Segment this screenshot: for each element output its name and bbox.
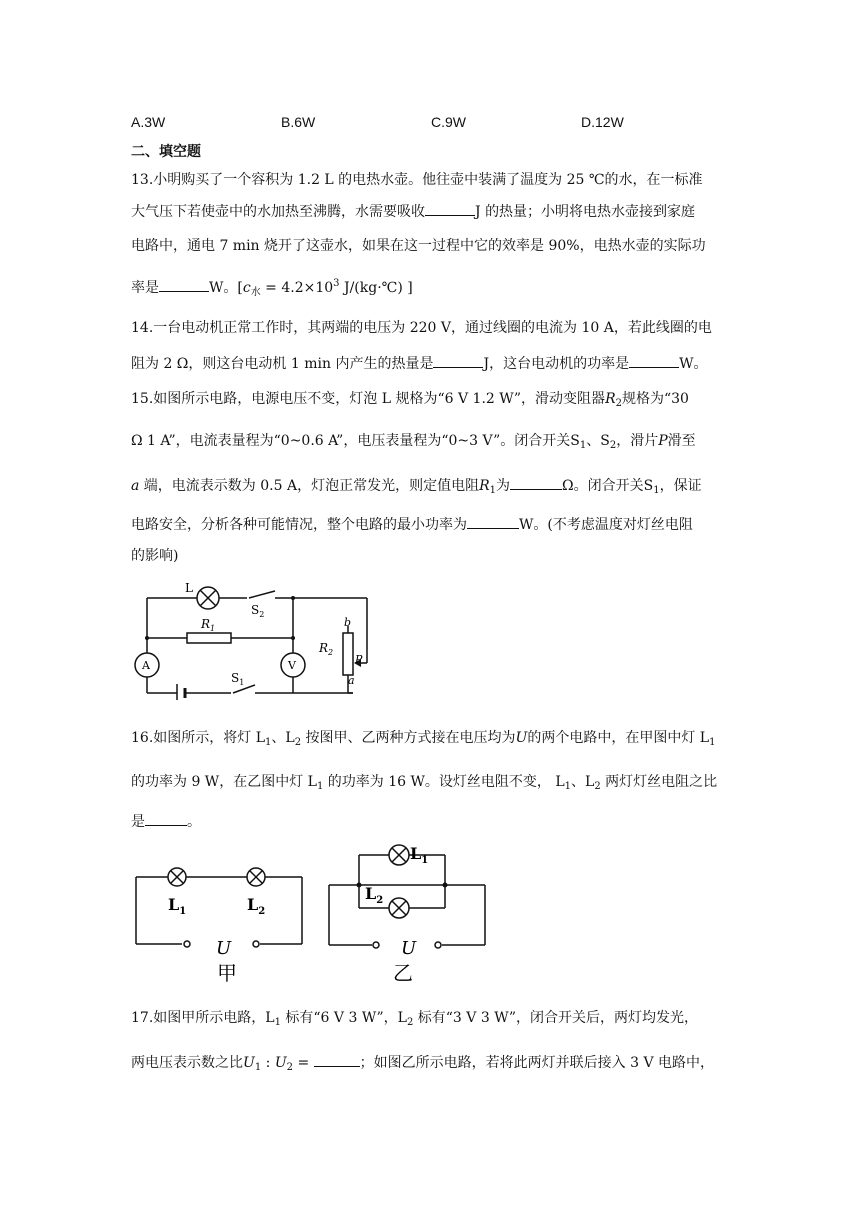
q17-text: ；如图乙所示电路，若将此两灯并联后接入 3 V 电路中， bbox=[359, 1055, 715, 1071]
symbol-sub: 1 bbox=[489, 485, 497, 496]
terminal bbox=[373, 942, 379, 948]
q15-text: W。(不考虑温度对灯丝电阻 bbox=[519, 517, 693, 533]
q13-text: 率是 bbox=[131, 280, 159, 296]
resistor-r1 bbox=[187, 633, 231, 643]
symbol-p: P bbox=[658, 433, 668, 449]
symbol-r: R bbox=[605, 391, 616, 407]
formula-unit: J/(kg·℃) ] bbox=[339, 280, 413, 296]
label-l1: $L_1$ bbox=[410, 844, 429, 866]
q15-text: 滑至 bbox=[667, 433, 696, 449]
label-l: L bbox=[185, 581, 193, 595]
q15-line-5: 的影响) bbox=[131, 548, 179, 564]
q17-text: 标有“3 V 3 W”，闭合开关后，两灯均发光， bbox=[413, 1010, 699, 1026]
symbol-eq: = bbox=[293, 1055, 314, 1071]
symbol-sub: 1 bbox=[579, 440, 587, 451]
label-l1: $L_1$ bbox=[168, 895, 187, 917]
q14-text: 阻为 2 Ω，则这台电动机 1 min 内产生的热量是 bbox=[131, 356, 434, 372]
q15-text: Ω 1 A”，电流表量程为“0~0.6 A”，电压表量程为“0~3 V”。闭合开关 bbox=[131, 433, 571, 449]
q16-line-1 bbox=[131, 728, 715, 753]
q13-line-1: 13.小明购买了一个容积为 1.2 L 的电热水壶。他往壶中装满了温度为 25 ℃的水，在一标准 bbox=[131, 172, 703, 188]
symbol-u: U bbox=[243, 1055, 255, 1071]
q14-line-1: 14.一台电动机正常工作时，其两端的电压为 220 V，通过线圈的电流为 10 A，若此线圈的电 bbox=[131, 320, 712, 336]
symbol-sub: 1 bbox=[265, 737, 272, 748]
q16-text: 、L bbox=[271, 730, 295, 746]
symbol-u: U bbox=[274, 1055, 287, 1071]
q17-text: 两电压表示数之比 bbox=[131, 1055, 243, 1071]
section-heading: 二、填空题 bbox=[131, 144, 201, 160]
junction-dot bbox=[291, 596, 295, 600]
label-u: U bbox=[216, 938, 232, 959]
junction-dot bbox=[145, 636, 149, 640]
answer-blank[interactable] bbox=[467, 514, 519, 529]
symbol-sub: 2 bbox=[294, 737, 302, 748]
terminal bbox=[253, 941, 259, 947]
q14-line-2 bbox=[131, 353, 707, 374]
option-d: D.12W bbox=[581, 114, 624, 130]
q13-line-4 bbox=[131, 274, 413, 303]
q15-text: 、 bbox=[586, 433, 601, 449]
q15-text: 15.如图所示电路，电源电压不变，灯泡 L 规格为“6 V 1.2 W”，滑动变阻器 bbox=[131, 391, 606, 407]
q16-text: 16.如图所示，将灯 L bbox=[131, 730, 266, 746]
q15-text: 规格为“30 bbox=[621, 391, 689, 407]
symbol-sub: 2 bbox=[609, 440, 617, 451]
symbol-sub: 2 bbox=[594, 781, 601, 792]
q15-line-1 bbox=[131, 389, 689, 414]
symbol-sub: 2 bbox=[406, 1017, 414, 1028]
q15-text: 端，电流表示数为 0.5 A，灯泡正常发光，则定值电阻 bbox=[139, 478, 480, 494]
symbol-r: R bbox=[479, 478, 490, 494]
q17-text: 17.如图甲所示电路，L bbox=[131, 1010, 275, 1026]
q17-line-2 bbox=[131, 1052, 714, 1078]
q13-text: W。[ bbox=[209, 280, 243, 296]
option-c: C.9W bbox=[431, 114, 466, 130]
q14-text: J，这台电动机的功率是 bbox=[483, 356, 630, 372]
label-l2: $L_2$ bbox=[247, 895, 266, 917]
label-b: b bbox=[344, 616, 352, 629]
formula-c: c bbox=[242, 280, 251, 296]
label-r2: $R_2$ bbox=[319, 641, 334, 657]
formula-exp: 3 bbox=[333, 278, 340, 289]
caption-yi: 乙 bbox=[393, 961, 413, 985]
q16-text: 。 bbox=[187, 814, 201, 830]
q13-line-2 bbox=[131, 201, 695, 222]
q15-text: ，保证 bbox=[659, 478, 702, 494]
symbol-sub: 1 bbox=[316, 781, 324, 792]
junction-dot bbox=[443, 883, 448, 888]
fig16-circuit-jia bbox=[130, 862, 310, 982]
q16-text: 两灯灯丝电阻之比 bbox=[600, 774, 718, 790]
q15-circuit-diagram bbox=[125, 578, 375, 700]
terminal bbox=[184, 941, 190, 947]
q15-line-3 bbox=[131, 475, 702, 501]
label-l2: $L_2$ bbox=[365, 884, 384, 906]
q17-text: 标有“6 V 3 W”，L bbox=[280, 1010, 407, 1026]
symbol-s: S bbox=[643, 478, 654, 494]
q13-text: 大气压下若使壶中的水加热至沸腾，水需要吸收 bbox=[131, 204, 425, 220]
symbol-colon: : bbox=[261, 1055, 275, 1071]
q15-text: ，滑片 bbox=[616, 433, 659, 449]
q15-line-2 bbox=[131, 431, 696, 456]
q15-text: Ω。闭合开关 bbox=[562, 478, 644, 494]
symbol-sub: 1 bbox=[709, 737, 716, 748]
q13-line-3: 电路中，通电 7 min 烧开了这壶水，如果在这一过程中它的效率是 90%，电热水壶的实际功 bbox=[131, 238, 706, 254]
q17-line-1 bbox=[131, 1008, 698, 1033]
answer-blank[interactable] bbox=[145, 811, 187, 826]
label-s2: $S_2$ bbox=[251, 603, 265, 619]
q15-line-4 bbox=[131, 514, 693, 535]
symbol-u: U bbox=[515, 730, 528, 746]
symbol-sub: 1 bbox=[254, 1062, 262, 1073]
answer-blank[interactable] bbox=[433, 353, 483, 368]
label-r1: $R_1$ bbox=[201, 617, 216, 633]
caption-jia: 甲 bbox=[217, 961, 237, 982]
q16-text: 按图甲、乙两种方式接在电压均为 bbox=[301, 730, 516, 746]
q16-text: 的功率为 16 W。设灯丝电阻不变， L bbox=[323, 774, 565, 790]
q13-text: J 的热量；小明将电热水壶接到家庭 bbox=[475, 204, 696, 220]
label-a: a bbox=[348, 674, 355, 687]
q15-text: 为 bbox=[496, 478, 511, 494]
q16-text: 、L bbox=[571, 774, 595, 790]
answer-blank[interactable] bbox=[425, 201, 475, 216]
symbol-sub: 1 bbox=[564, 781, 572, 792]
answer-blank[interactable] bbox=[510, 475, 562, 490]
q16-line-2 bbox=[131, 772, 717, 797]
junction-dot bbox=[291, 636, 295, 640]
symbol-s: S bbox=[600, 433, 610, 449]
q16-line-3 bbox=[131, 811, 201, 832]
option-a: A.3W bbox=[131, 114, 166, 130]
answer-blank[interactable] bbox=[629, 353, 679, 368]
q14-text: W。 bbox=[679, 356, 708, 372]
fig16-circuit-yi bbox=[325, 835, 495, 985]
symbol-sub: 1 bbox=[653, 485, 660, 496]
symbol-sub: 2 bbox=[615, 398, 622, 409]
ammeter-label: A bbox=[142, 659, 150, 672]
symbol-sub: 1 bbox=[274, 1017, 281, 1028]
label-u: U bbox=[401, 938, 417, 959]
terminal bbox=[435, 942, 441, 948]
formula-eq: = 4.2×10 bbox=[260, 280, 334, 296]
symbol-sub: 2 bbox=[286, 1062, 293, 1073]
q16-text: 的功率为 9 W，在乙图中灯 L bbox=[131, 774, 317, 790]
q16-text: 的两个电路中，在甲图中灯 L bbox=[527, 730, 710, 746]
label-s1: $S_1$ bbox=[231, 671, 245, 687]
voltmeter-label: V bbox=[288, 659, 296, 672]
answer-blank[interactable] bbox=[314, 1052, 360, 1067]
q16-text: 是 bbox=[131, 814, 145, 830]
junction-dot bbox=[357, 883, 362, 888]
q15-text: 电路安全，分析各种可能情况，整个电路的最小功率为 bbox=[131, 517, 467, 533]
option-b: B.6W bbox=[281, 114, 316, 130]
formula-sub: 水 bbox=[250, 287, 261, 298]
symbol-a: a bbox=[131, 478, 140, 494]
label-p: P bbox=[355, 653, 363, 666]
symbol-s: S bbox=[570, 433, 580, 449]
rheostat-r2 bbox=[343, 633, 353, 675]
answer-blank[interactable] bbox=[159, 277, 209, 292]
